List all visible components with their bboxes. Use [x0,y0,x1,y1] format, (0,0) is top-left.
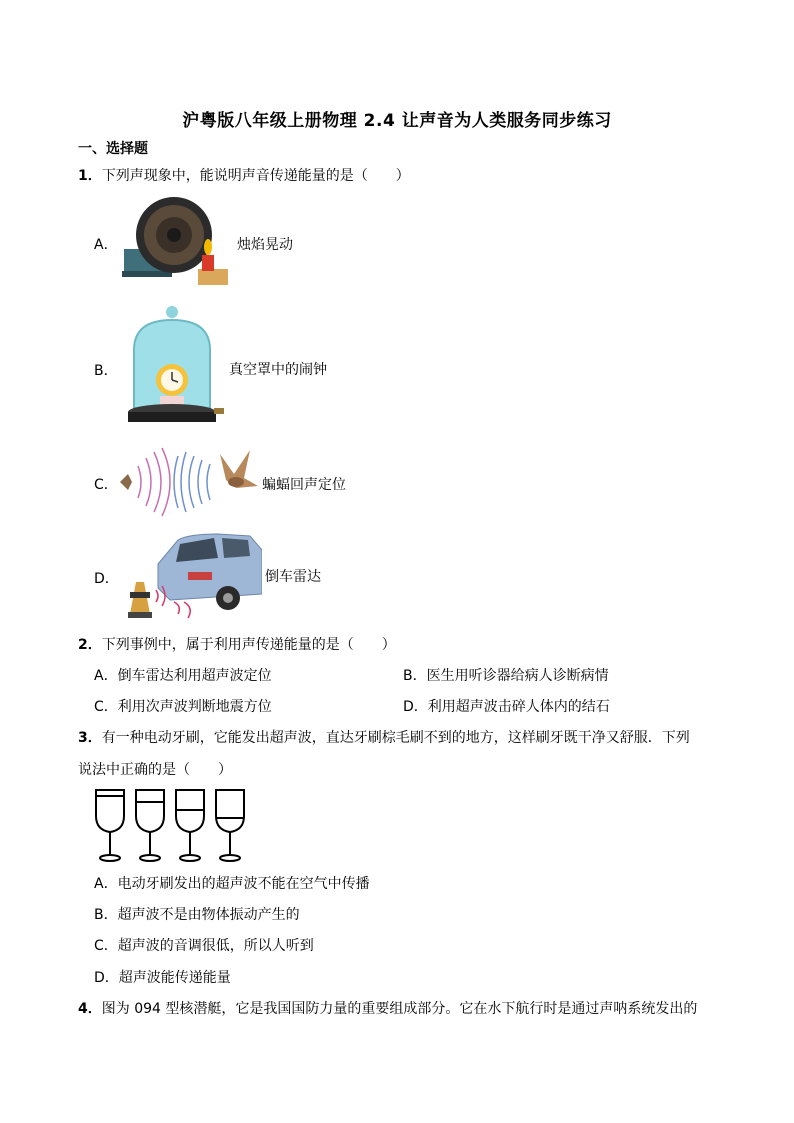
question-text: 下列事例中，属于利用声传递能量的是（ ） [101,637,396,653]
question-1-stem [78,165,410,185]
option-text: 烛焰晃动 [237,237,293,253]
four-wine-glasses-image [92,786,248,864]
question-number: 2． [78,637,102,653]
question-3-stem [78,727,690,747]
car-reverse-radar-image [118,530,262,622]
option-letter: D． [94,571,119,587]
question-text: 下列声现象中，能说明声音传递能量的是（ ） [101,168,410,184]
option-c: C．利用次声波判断地震方位 [94,699,272,715]
question-2-stem [78,634,396,654]
option-c: C．超声波的音调很低，所以人听到 [94,938,314,954]
question-3-stem-cont: 说法中正确的是（ ） [78,762,232,778]
question-text: 图为 094 型核潜艇，它是我国国防力量的重要组成部分。它在水下航行时是通过声呐系统发出的 [101,1001,698,1017]
option-a: A．电动牙刷发出的超声波不能在空气中传播 [94,876,370,892]
bell-jar-alarm-clock-image [124,304,224,430]
option-a: A．倒车雷达利用超声波定位 [94,668,272,684]
option-b: B．医生用听诊器给病人诊断病情 [403,668,609,684]
question-number: 1． [78,168,102,184]
speaker-candle-image [122,191,230,287]
option-text: 倒车雷达 [265,569,321,585]
option-letter: C． [94,477,118,493]
option-text: 真空罩中的闹钟 [229,362,327,378]
option-d: D．利用超声波击碎人体内的结石 [403,699,610,715]
option-letter: B． [94,363,118,379]
option-d: D．超声波能传递能量 [94,970,231,986]
section-heading: 一、选择题 [78,141,148,157]
option-b: B．超声波不是由物体振动产生的 [94,907,300,923]
bat-echolocation-image [118,444,260,518]
option-text: 蝙蝠回声定位 [262,477,346,493]
question-4-stem [78,998,697,1018]
option-letter: A． [94,237,118,253]
question-text: 有一种电动牙刷，它能发出超声波，直达牙刷棕毛刷不到的地方，这样刷牙既干净又舒服．下列 [101,730,690,746]
page-title: 沪粤版八年级上册物理 2.4 让声音为人类服务同步练习 [182,111,612,131]
question-number: 4． [78,1001,102,1017]
question-number: 3． [78,730,102,746]
